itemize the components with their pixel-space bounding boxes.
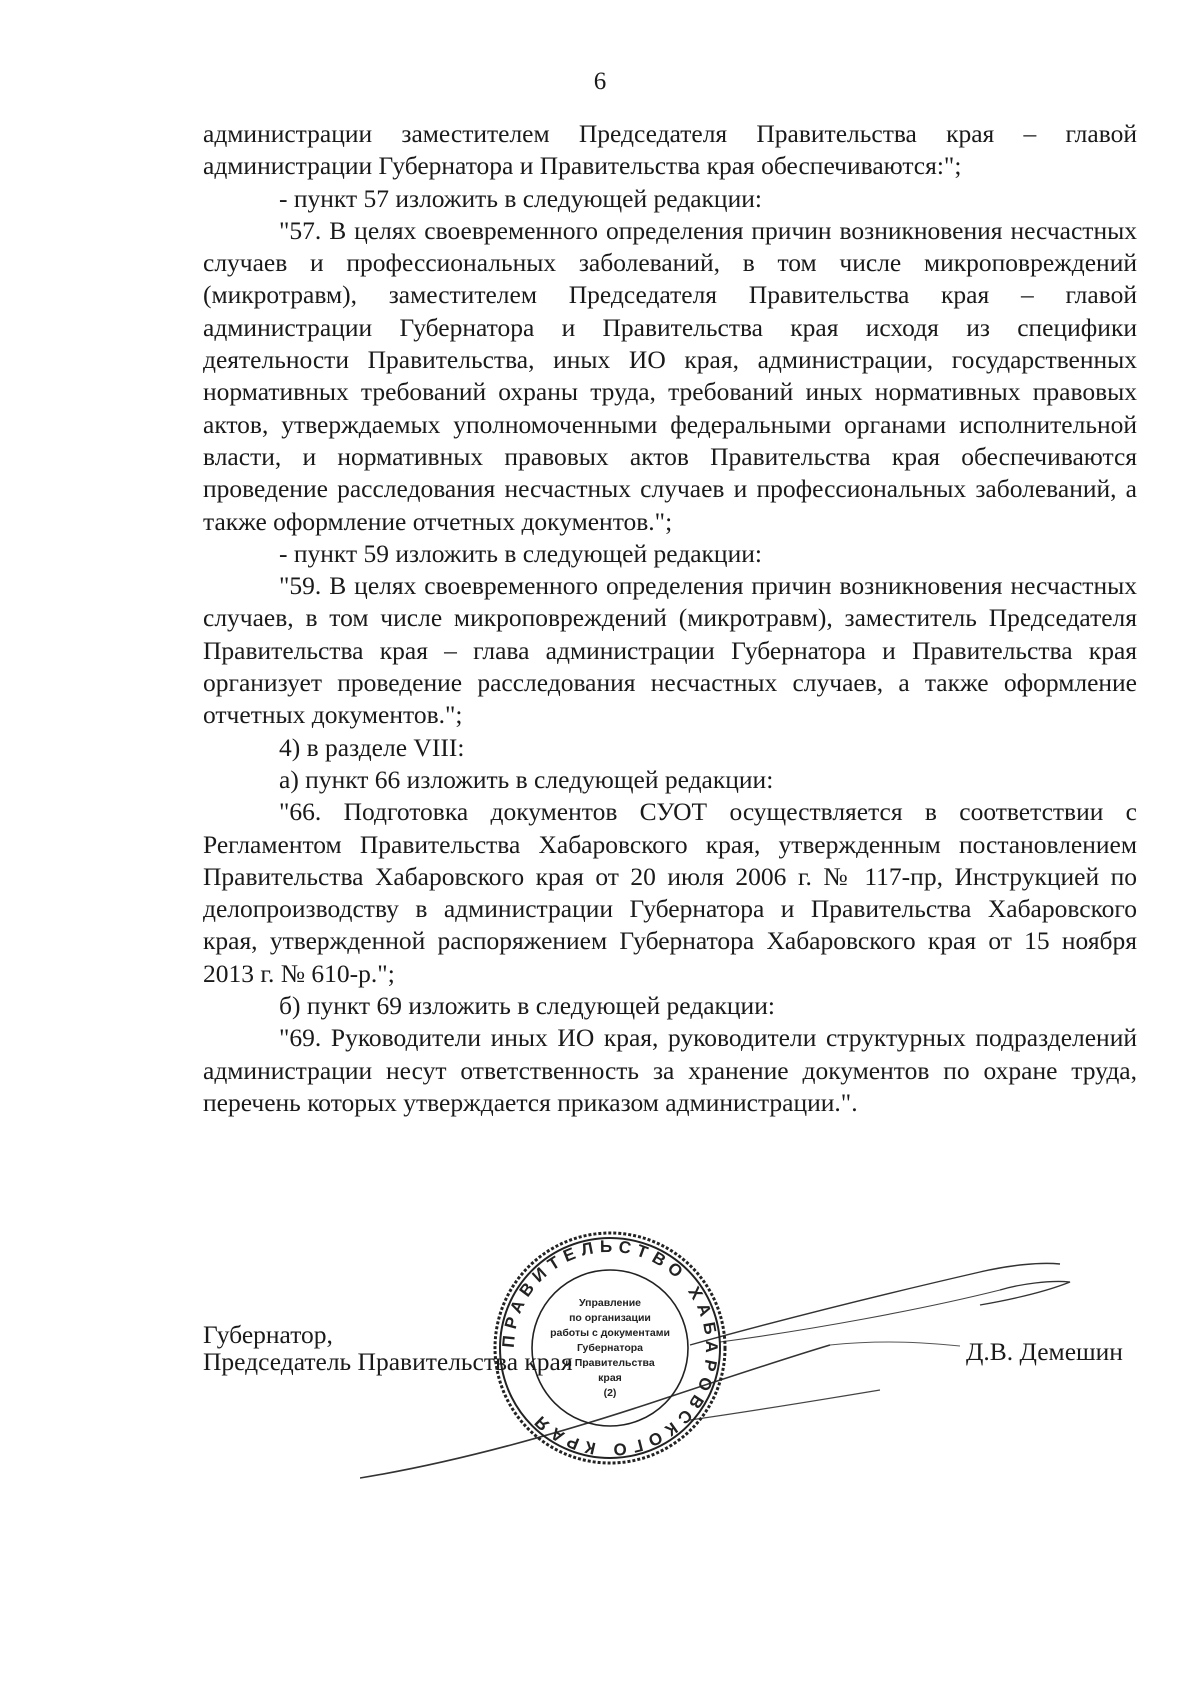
signatory-subtitle: Председатель Правительства края bbox=[203, 1347, 573, 1376]
signatory-position bbox=[203, 1321, 573, 1375]
page-number: 6 bbox=[593, 68, 607, 95]
paragraph: "57. В целях своевременного определения причин возникновения несчастных случаев и профессиональных заболеваний, в том числе микроповреждений (микротравм), заместителем Председателя Правительства края – главой администрации Губернатора и Правительства края исходя из специфики деятельности Правительства, иных ИО края, администрации, государственных нормативных требований охраны труда, требований иных нормативных правовых актов, утверждаемых уполномоченными федеральными органами исполнительной власти, и нормативных правовых актов Правительства края обеспечиваются проведение расследования несчастных случаев и профессиональных заболеваний, а также оформление отчетных документов."; bbox=[203, 215, 1137, 536]
paragraph: "59. В целях своевременного определения причин возникновения несчастных случаев, в том числе микроповреждений (микротравм), заместитель Председателя Правительства края – глава администрации Губернатора и Правительства края организует проведение расследования несчастных случаев, а также оформление отчетных документов."; bbox=[203, 571, 1137, 730]
stamp-inner-line: Губернатора bbox=[577, 1342, 643, 1354]
signatory-title: Губернатор, bbox=[203, 1320, 333, 1349]
stamp-inner-line: работы с документами bbox=[550, 1327, 670, 1339]
document-body bbox=[203, 118, 1137, 1119]
paragraph: - пункт 59 изложить в следующей редакции: bbox=[279, 538, 762, 568]
paragraph: - пункт 57 изложить в следующей редакции: bbox=[279, 183, 762, 213]
paragraph: администрации заместителем Председателя Правительства края – главой администрации Губернатора и Правительства края обеспечиваются:"; bbox=[203, 119, 1137, 181]
paragraph: "69. Руководители иных ИО края, руководители структурных подразделений администрации несут ответственность за хранение документов по охране труда, перечень которых утверждается приказом администрации.". bbox=[203, 1023, 1137, 1117]
stamp-inner-line: края bbox=[598, 1372, 622, 1384]
signatory-name: Д.В. Демешин bbox=[966, 1337, 1123, 1366]
stamp-inner-line: и Правительства bbox=[565, 1357, 655, 1369]
paragraph: б) пункт 69 изложить в следующей редакции: bbox=[279, 991, 775, 1021]
stamp-inner-line: (2) bbox=[603, 1387, 617, 1399]
stamp-outer-text: ПРАВИТЕЛЬСТВО ХАБАРОВСКОГО КРАЯ bbox=[498, 1236, 722, 1460]
paragraph: а) пункт 66 изложить в следующей редакции: bbox=[279, 764, 774, 794]
paragraph: "66. Подготовка документов СУОТ осуществляется в соответствии с Регламентом Правительства Хабаровского края, утвержденным постановлением Правительства Хабаровского края от 20 июля 2006 г. № 117-пр, Инструкцией по делопроизводству в администрации Губернатора и Правительства Хабаровского края, утвержденной распоряжением Губернатора Хабаровского края от 15 ноября 2013 г. № 610-р."; bbox=[203, 797, 1137, 988]
handwritten-signature bbox=[360, 1250, 1120, 1510]
stamp-inner-line: Управление bbox=[578, 1297, 642, 1309]
stamp-inner-line: по организации bbox=[569, 1312, 651, 1324]
paragraph: 4) в разделе VIII: bbox=[279, 732, 465, 762]
